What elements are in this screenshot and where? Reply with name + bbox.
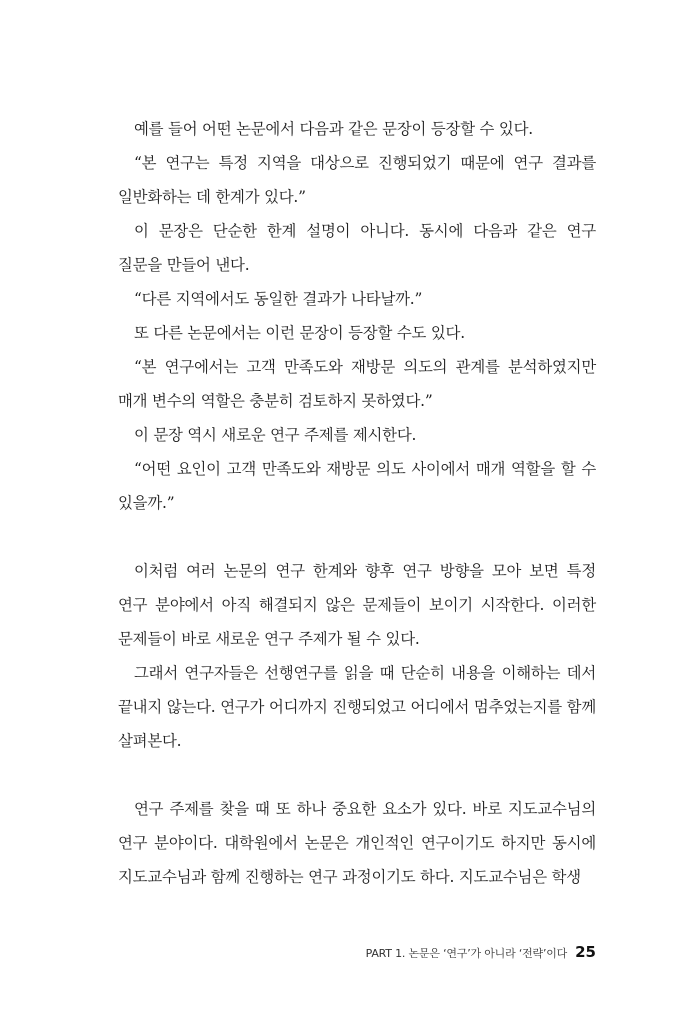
- paragraph-spacer: [118, 520, 596, 554]
- page-footer: [366, 943, 596, 961]
- paragraph-spacer: [118, 758, 596, 792]
- paragraph: 그래서 연구자들은 선행연구를 읽을 때 단순히 내용을 이해하는 데서 끝내지 않는다. 연구가 어디까지 진행되었고 어디에서 멈추었는지를 함께 살펴본다.: [118, 664, 596, 750]
- quote-paragraph: “다른 지역에서도 동일한 결과가 나타날까.”: [134, 290, 423, 308]
- paragraph: 또 다른 논문에서는 이런 문장이 등장할 수도 있다.: [134, 324, 465, 342]
- quote-paragraph: “본 연구에서는 고객 만족도와 재방문 의도의 관계를 분석하였지만 매개 변수의 역할은 충분히 검토하지 못하였다.”: [118, 358, 596, 410]
- paragraph: 연구 주제를 찾을 때 또 하나 중요한 요소가 있다. 바로 지도교수님의 연구 분야이다. 대학원에서 논문은 개인적인 연구이기도 하지만 동시에 지도교수님과 함께 진행하는 연구 과정이기도 하다. 지도교수님은 학생: [118, 800, 596, 886]
- running-head: PART 1. 논문은 ‘연구’가 아니라 ‘전략’이다: [365, 947, 568, 960]
- body-text: [118, 112, 596, 894]
- paragraph: 예를 들어 어떤 논문에서 다음과 같은 문장이 등장할 수 있다.: [134, 120, 533, 138]
- quote-paragraph: “본 연구는 특정 지역을 대상으로 진행되었기 때문에 연구 결과를 일반화하는 데 한계가 있다.”: [118, 154, 596, 206]
- paragraph: 이처럼 여러 논문의 연구 한계와 향후 연구 방향을 모아 보면 특정 연구 분야에서 아직 해결되지 않은 문제들이 보이기 시작한다. 이러한 문제들이 바로 새로운 연구 주제가 될 수 있다.: [118, 562, 596, 648]
- paragraph: 이 문장은 단순한 한계 설명이 아니다. 동시에 다음과 같은 연구 질문을 만들어 낸다.: [118, 222, 596, 274]
- paragraph: 이 문장 역시 새로운 연구 주제를 제시한다.: [134, 426, 417, 444]
- quote-paragraph: “어떤 요인이 고객 만족도와 재방문 의도 사이에서 매개 역할을 할 수 있을까.”: [118, 460, 596, 512]
- page-number: 25: [575, 943, 596, 961]
